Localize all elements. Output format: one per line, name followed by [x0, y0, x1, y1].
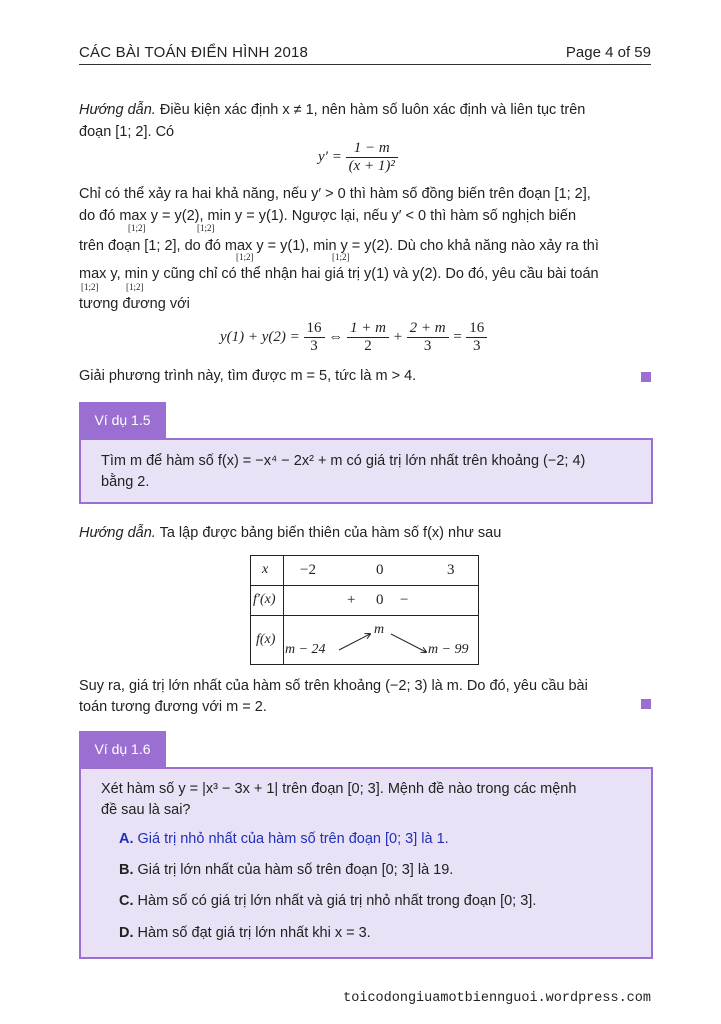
fraction-1-den: 3	[310, 338, 318, 354]
fraction-2-den: 2	[364, 338, 372, 354]
option-a-letter: A.	[119, 831, 134, 847]
fraction-3-den: 3	[423, 338, 432, 354]
guide1-text1: Điều kiện xác định x ≠ 1, nên hàm số luôn xác định và liên tục trên	[159, 102, 586, 118]
table-function-head: f(x)	[256, 632, 276, 647]
equation-fraction-1	[304, 320, 325, 355]
option-d[interactable]	[119, 925, 371, 941]
qed-square-2	[641, 699, 651, 709]
table-f-left: m − 24	[285, 642, 326, 657]
option-d-letter: D.	[119, 925, 134, 941]
example-1-6-tab: Ví dụ 1.6	[79, 731, 166, 767]
guide1-line3: Chỉ có thể xảy ra hai khả năng, nếu y′ > 0 thì hàm số đồng biến trên đoạn [1; 2],	[79, 186, 591, 202]
main-equation	[220, 320, 487, 355]
equation-plus: +	[392, 329, 403, 345]
derivative-numerator: 1 − m	[346, 140, 398, 158]
equation-fraction-4	[466, 320, 487, 355]
guide1-line8: Giải phương trình này, tìm được m = 5, tức là m > 4.	[79, 368, 417, 384]
fraction-2-num: 1 + m	[347, 320, 389, 338]
example-1-5-line1: Tìm m để hàm số f(x) = −x⁴ − 2x² + m có giá trị lớn nhất trên khoảng (−2; 4)	[101, 453, 586, 469]
page-number: Page 4 of 59	[565, 44, 651, 61]
guide2-text1: Ta lập được bảng biến thiên của hàm số f(x) như sau	[159, 525, 502, 541]
option-c-letter: C.	[119, 893, 134, 909]
example-1-5-tab: Ví dụ 1.5	[79, 402, 166, 438]
example-1-5-line2: bằng 2.	[101, 474, 150, 490]
fraction-4-num: 16	[466, 320, 487, 338]
guide2-line1	[79, 525, 501, 541]
derivative-lhs: y′ =	[318, 149, 342, 165]
option-b[interactable]	[119, 862, 453, 878]
subscript-min-2: [1;2]	[332, 252, 350, 262]
equation-equals: =	[452, 329, 463, 345]
guide1-line1	[79, 102, 585, 118]
option-b-text: Giá trị lớn nhất của hàm số trên đoạn [0; 3] là 19.	[137, 862, 454, 878]
option-d-text: Hàm số đạt giá trị lớn nhất khi x = 3.	[137, 925, 371, 941]
document-title: CÁC BÀI TOÁN ĐIỂN HÌNH 2018	[79, 44, 309, 61]
option-b-letter: B.	[119, 862, 134, 878]
table-x-value-3: 3	[447, 562, 455, 578]
option-c-text: Hàm số có giá trị lớn nhất và giá trị nhỏ nhất trong đoạn [0; 3].	[137, 893, 537, 909]
option-a[interactable]	[119, 831, 449, 847]
footer-url[interactable]: toicodongiuamotbiennguoi.wordpress.com	[343, 991, 651, 1006]
table-f-top: m	[374, 622, 385, 637]
fraction-1-num: 16	[304, 320, 325, 338]
increasing-arrow	[339, 634, 370, 650]
fraction-4-den: 3	[472, 338, 481, 354]
example-1-6-line2: đề sau là sai?	[101, 802, 191, 818]
guide2-label: Hướng dẫn.	[79, 525, 156, 541]
guide1-line4: do đó max y = y(2), min y = y(1). Ngược lại, nếu y′ < 0 thì hàm số nghịch biến	[79, 208, 577, 224]
variation-table	[250, 555, 479, 665]
guide2-line3: toán tương đương với m = 2.	[79, 699, 267, 715]
derivative-denominator: (x + 1)²	[348, 158, 395, 174]
table-derivative-head: f′(x)	[253, 592, 276, 607]
guide1-label: Hướng dẫn.	[79, 102, 156, 118]
option-c[interactable]	[119, 893, 536, 909]
guide1-line2: đoạn [1; 2]. Có	[79, 124, 175, 140]
guide2-line2: Suy ra, giá trị lớn nhất của hàm số trên khoảng (−2; 3) là m. Do đó, yêu cầu bài	[79, 678, 588, 694]
guide1-line7: tương đương với	[79, 296, 190, 312]
subscript-min-1: [1;2]	[197, 223, 215, 233]
example-1-6-box	[79, 767, 653, 959]
table-x-value-2: 0	[376, 562, 384, 578]
example-1-5-box	[79, 438, 653, 504]
table-f-right: m − 99	[428, 642, 469, 657]
guide1-line5: trên đoạn [1; 2], do đó max y = y(1), min y = y(2). Dù cho khả năng nào xảy ra thì	[79, 238, 599, 254]
equation-fraction-3	[407, 320, 449, 355]
table-x-head: x	[262, 562, 269, 577]
example-1-6-line1: Xét hàm số y = |x³ − 3x + 1| trên đoạn [0; 3]. Mệnh đề nào trong các mệnh	[101, 781, 577, 797]
subscript-max-3: [1;2]	[81, 282, 99, 292]
subscript-max-2: [1;2]	[236, 252, 254, 262]
equation-lhs: y(1) + y(2) =	[220, 329, 300, 345]
derivative-fraction	[346, 140, 398, 175]
table-sign-minus: −	[400, 592, 409, 608]
page-header	[79, 44, 651, 65]
guide1-line6: max y, min y cũng chỉ có thể nhận hai giá trị y(1) và y(2). Do đó, yêu cầu bài toán	[79, 266, 599, 282]
fraction-3-num: 2 + m	[407, 320, 449, 338]
subscript-max-1: [1;2]	[128, 223, 146, 233]
qed-square-1	[641, 372, 651, 382]
equation-fraction-2	[347, 320, 389, 355]
decreasing-arrow	[391, 634, 426, 652]
equation-iff: ⇔	[328, 329, 344, 345]
option-a-text: Giá trị nhỏ nhất của hàm số trên đoạn [0; 3] là 1.	[137, 831, 449, 847]
table-sign-zero: 0	[376, 592, 384, 608]
table-sign-plus: +	[347, 592, 356, 608]
derivative-formula	[318, 140, 398, 175]
table-x-value-1: −2	[300, 562, 316, 578]
subscript-min-3: [1;2]	[126, 282, 144, 292]
variation-arrows	[250, 555, 479, 665]
